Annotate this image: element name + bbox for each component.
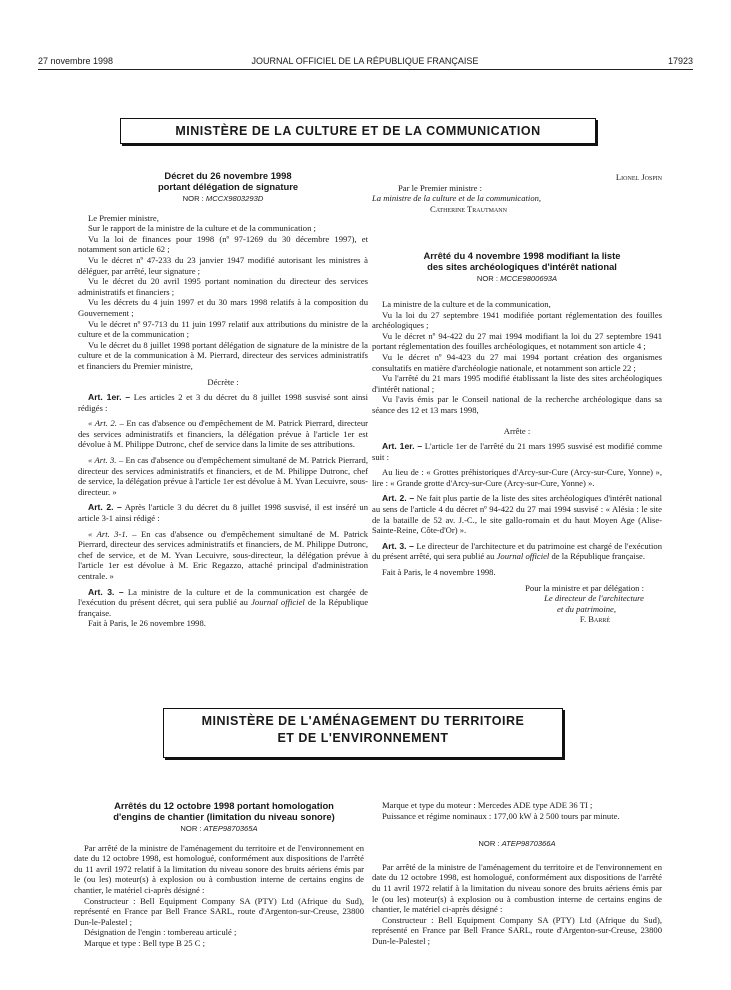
decree-title-line1: Décret du 26 novembre 1998 [164, 170, 292, 181]
decree-article-1-quote-2 [78, 455, 368, 497]
arrete-engins-para: Par arrêté de la ministre de l'aménagement du territoire et de l'environnement en date du 12 octobre 1998, est homologué, conformément aux dispositions de l'arrêté du 11 avril 1972 relatif à la limitation du niveau sonore des bruits aériens émis par le (ou les) moteur(s) à explosion ou à combustion interne de certains engins de chantier, le matériel ci-après désigné : [372, 861, 662, 915]
arrete-engins-para: Marque et type : Bell type B 25 C ; [84, 937, 206, 948]
decree-decrete: Décrète : [207, 376, 239, 387]
arrete-engins-title-line1: Arrêtés du 12 octobre 1998 portant homologation [114, 800, 334, 811]
quote-text: En cas d'absence ou d'empêchement de M. Patrick Pierrard, directeur des services administratifs et financiers, la délégation prévue à l'article 1er est dévolue à M. Philippe Dutronc, chef de service dans la limite de ses attributions. [78, 418, 368, 450]
arrete-sites-sig-role1: Le directeur de l'architecture [544, 593, 644, 604]
decree-nor-code: MCCX9803293D [205, 194, 264, 203]
decree-title-line2: portant délégation de signature [157, 181, 299, 192]
decree-article-2 [78, 502, 368, 523]
arrete-sites-article-1-replacement: Au lieu de : « Grottes préhistoriques d'Arcy-sur-Cure (Arcy-sur-Cure, Yonne) », lire : « Grande grotte d'Arcy-sur-Cure (Arcy-sur-Cure, Yonne) ». [372, 467, 662, 488]
decree-para: Vu le décret du 20 avril 1995 portant nomination du directeur des services administratifs et financiers ; [78, 276, 368, 297]
arrete-engins-nor-code: ATEP9870365A [203, 824, 258, 833]
header-rule [38, 69, 693, 70]
arrete-sites-para: Vu la loi du 27 septembre 1941 modifiée portant réglementation des fouilles archéologiques ; [372, 309, 662, 331]
decree-article-3 [78, 587, 368, 619]
decree-para: Vu les décrets du 4 juin 1997 et du 30 mars 1998 relatifs à la composition du Gouvernement ; [78, 297, 368, 318]
decree-article-1 [78, 392, 368, 413]
ministry-amenagement-line1: MINISTÈRE DE L'AMÉNAGEMENT DU TERRITOIRE [201, 714, 525, 728]
decree-para: Vu le décret nº 47-233 du 23 janvier 1947 modifié autorisant les ministres à déléguer, par arrêté, leur signature ; [78, 254, 368, 276]
arrete-engins-continued [372, 800, 662, 947]
quote-label: « Art. 3. – [88, 455, 124, 466]
article-text: Après l'article 3 du décret du 8 juillet 1998 susvisé, il est inséré un article 3-1 ainsi rédigé : [78, 502, 368, 524]
arrete-sites-article-3 [372, 541, 662, 562]
arrete-engins-nor2-label: NOR : [478, 839, 500, 849]
arrete-engins-para: Puissance et régime nominaux : 177,00 kW à 2 500 tours par minute. [382, 810, 620, 821]
article-text: de la République française. [551, 551, 646, 562]
arrete-sites-arrete: Arrête : [503, 425, 531, 436]
ministry-culture-heading: MINISTÈRE DE LA CULTURE ET DE LA COMMUNICATION [120, 118, 596, 144]
article-label: Art. 1er. – [88, 392, 131, 403]
arrete-sites-section [372, 172, 662, 625]
decree-para: Vu le décret du 8 juillet 1998 portant délégation de signature de la ministre de la culture et de la communication à M. Pierrard, directeur des services administratifs et financiers du Premier ministre, [78, 339, 368, 371]
arrete-sites-title-line2: des sites archéologiques d'intérêt national [427, 261, 617, 273]
article-text: L'article 1er de l'arrêté du 21 mars 1995 susvisé est modifié comme suit : [372, 441, 663, 462]
signature-trautmann: Catherine Trautmann [430, 203, 507, 214]
arrete-sites-nor-code: MCCE9800693A [500, 274, 558, 284]
arrete-engins-nor-2 [372, 839, 662, 850]
arrete-sites-sig-by: Pour la ministre et par délégation : [525, 582, 644, 593]
quote-label: « Art. 3-1. – [88, 528, 137, 539]
article-text: Les articles 2 et 3 du décret du 8 juillet 1998 susvisé sont ainsi rédigés : [78, 392, 368, 413]
header-journal-title: JOURNAL OFFICIEL DE LA RÉPUBLIQUE FRANÇAISE [251, 56, 479, 66]
ministry-amenagement-line2: ET DE L'ENVIRONNEMENT [277, 731, 449, 745]
decree-para: Le Premier ministre, [88, 212, 159, 223]
header-date: 27 novembre 1998 [38, 56, 114, 66]
ministry-amenagement-heading [163, 708, 563, 758]
article-label: Art. 1er. – [382, 441, 423, 452]
arrete-engins-para: Par arrêté de la ministre de l'aménagement du territoire et de l'environnement en date du 12 octobre 1998, est homologué, conformément aux dispositions de l'arrêté du 11 avril 1972 relatif à la limitation du niveau sonore des bruits aériens émis par le (ou les) moteur(s) à explosion ou à combustion interne de certains engins de chantier, le matériel ci-après désigné : [74, 842, 364, 895]
journal-officiel-ref: Journal officiel [496, 551, 550, 562]
arrete-sites-para: Vu l'arrêté du 21 mars 1995 modifié établissant la liste des sites archéologiques d'intérêt national ; [372, 373, 662, 394]
signature-by: Par le Premier ministre : [398, 182, 483, 193]
arrete-sites-nor [372, 274, 662, 285]
article-label: Art. 2. – [88, 502, 122, 513]
arrete-engins-nor [74, 824, 364, 835]
decree-nor-label: NOR : [182, 194, 204, 203]
quote-text: En cas d'absence ou d'empêchement simultané de M. Patrick Pierrard, directeur des services administratifs et financiers, et de M. Philippe Dutronc, chef de service, la délégation prévue à l'article 1er est dévolue à M. Yvan Lecuivre, sous-directeur. » [78, 455, 368, 497]
decree-article-2-quote [78, 529, 368, 582]
signature-jospin: Lionel Jospin [615, 172, 662, 182]
decree-nor [78, 194, 368, 205]
arrete-sites-para: Vu le décret nº 94-423 du 27 mai 1994 portant création des organismes consultatifs en matière d'archéologie nationale, et notamment son article 22 ; [372, 351, 662, 373]
arrete-engins-nor2-code: ATEP9870366A [501, 839, 556, 849]
article-text: de la République française. [78, 597, 369, 618]
article-text: La ministre de la culture et de la communication est chargée de l'exécution du présent décret, qui sera publié au [78, 586, 368, 608]
quote-label: « Art. 2. – [88, 418, 124, 429]
article-text: Ne fait plus partie de la liste des sites archéologiques d'intérêt national au sens de l'article 4 du décret nº 94-422 du 27 mai 1994 susvisé : « Alésia : le site de la bataille de 52 av. J.-C., le site gallo-romain et du haut Moyen Age (Alise-Sainte-Reine, Côte-d'Or) ». [372, 493, 662, 536]
arrete-engins-para: Désignation de l'engin : tombereau articulé ; [84, 927, 237, 938]
arrete-engins-para: Constructeur : Bell Equipment Company SA (PTY) Ltd (Afrique du Sud), représenté en France par Bell France SARL, route d'Argenton-sur-Creuse, 23800 Dun-le-Palestel ; [372, 914, 662, 946]
arrete-sites-para: Vu le décret nº 94-422 du 27 mai 1994 modifiant la loi du 27 septembre 1941 portant réglementation des fouilles archéologiques, et notamment son article 4 ; [372, 330, 662, 352]
arrete-sites-article-1 [372, 441, 662, 462]
decree-article-1-quote-1 [78, 418, 368, 450]
decree-para: Sur le rapport de la ministre de la culture et de la communication ; [88, 223, 316, 234]
signature-role: La ministre de la culture et de la communication, [372, 193, 542, 204]
arrete-engins-para: Constructeur : Bell Equipment Company SA (PTY) Ltd (Afrique du Sud), représenté en France par Bell France SARL, route d'Argenton-sur-Creuse, 23800 Dun-le-Palestel ; [74, 895, 364, 927]
arrete-sites-article-2 [372, 493, 662, 535]
arrete-sites-sig-name: F. Barré [579, 614, 610, 625]
article-label: Art. 3. – [88, 586, 124, 597]
article-label: Art. 2. – [382, 493, 415, 504]
quote-text: En cas d'absence ou d'empêchement simultané de M. Patrick Pierrard, directeur des services administratifs et financiers, de M. Philippe Dutronc, chef de service, et de M. Yvan Lecuivre, sous-directeur, la délégation prévue à l'article 1er est dévolue à M. Eric Regazzo, attaché principal d'administration centrale. » [78, 528, 368, 581]
arrete-sites-nor-label: NOR : [476, 274, 498, 284]
decree-done-at: Fait à Paris, le 26 novembre 1998. [88, 618, 206, 629]
header-page-number: 17923 [667, 56, 693, 66]
decree-para: Vu la loi de finances pour 1998 (nº 97-1269 du 30 décembre 1997), et notamment son article 62 ; [78, 233, 368, 255]
arrete-engins-nor-label: NOR : [180, 824, 202, 833]
journal-officiel-ref: Journal officiel [251, 597, 305, 608]
article-text: Le directeur de l'architecture et du patrimoine est chargé de l'exécution du présent arrêté, qui sera publié au [372, 540, 662, 562]
arrete-sites-para: La ministre de la culture et de la communication, [382, 298, 551, 309]
arrete-engins-para: Marque et type du moteur : Mercedes ADE type ADE 36 TI ; [382, 800, 593, 810]
arrete-engins-section [74, 800, 364, 949]
article-label: Art. 3. – [382, 540, 414, 551]
arrete-sites-done-at: Fait à Paris, le 4 novembre 1998. [382, 567, 496, 578]
decree-para: Vu le décret nº 97-713 du 11 juin 1997 relatif aux attributions du ministre de la culture et de la communication ; [78, 318, 368, 340]
arrete-sites-sig-role2: et du patrimoine, [557, 603, 616, 614]
arrete-sites-para: Vu l'avis émis par le Conseil national de la recherche archéologique dans sa séance des 12 et 13 mars 1998, [372, 394, 662, 415]
decree-section [78, 170, 368, 629]
arrete-sites-title-line1: Arrêté du 4 novembre 1998 modifiant la liste [423, 250, 621, 262]
arrete-engins-title-line2: d'engins de chantier (limitation du niveau sonore) [113, 811, 335, 822]
